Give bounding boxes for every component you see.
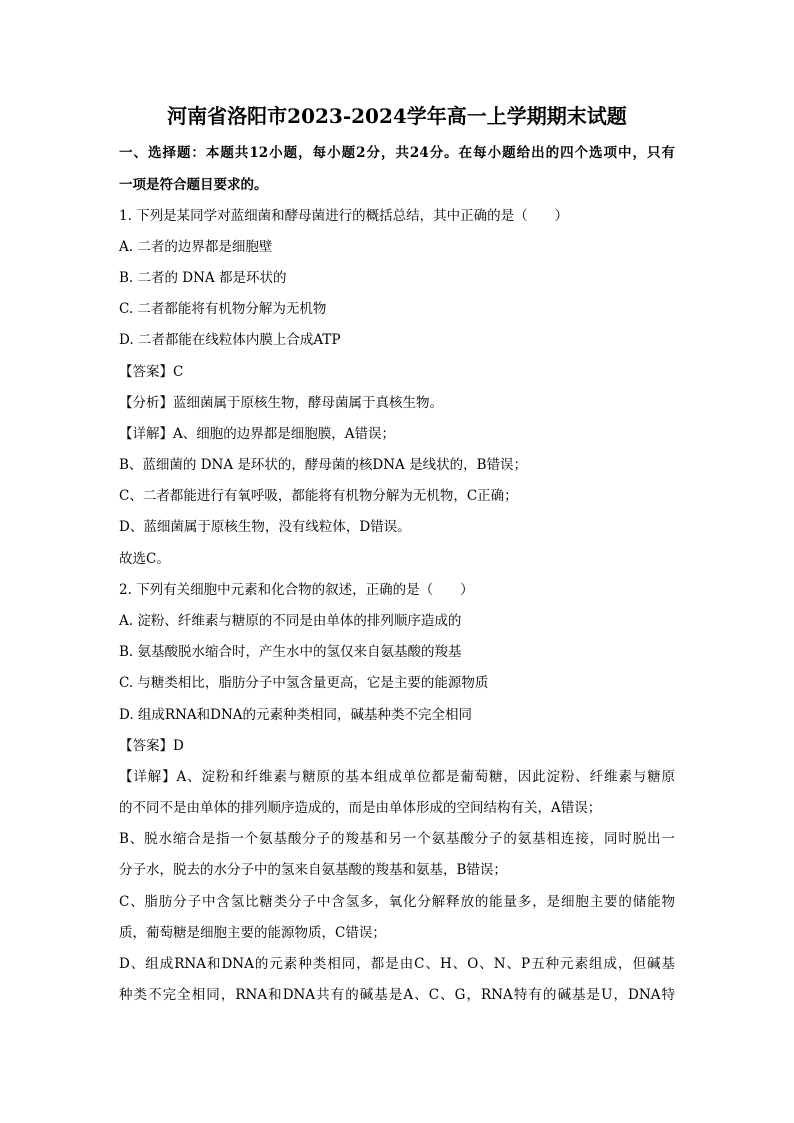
page-title: 河南省洛阳市2023-2024学年高一上学期期末试题 [167, 104, 627, 128]
question-2-detail-line-6: 质，葡萄糖是细胞主要的能源物质，C错误； [119, 925, 386, 941]
question-1-option-b: B. 二者的 DNA 都是环状的 [119, 270, 287, 286]
question-2-stem: 2. 下列有关细胞中元素和化合物的叙述，正确的是（ ） [119, 582, 474, 598]
question-1-detail-1: 【详解】A、细胞的边界都是细胞膜，A错误； [119, 426, 395, 442]
question-2-detail-line-4: 分子水，脱去的水分子中的氢来自氨基酸的羧基和氨基，B错误； [119, 862, 507, 878]
question-1-option-a: A. 二者的边界都是细胞壁 [119, 239, 273, 255]
question-2-detail-line-7: D、组成RNA和DNA的元素种类相同，都是由C、H、O、N、P五种元素组成，但碱基 [119, 956, 675, 972]
question-1-answer: 【答案】C [119, 364, 184, 380]
question-2-detail-line-1: 【详解】A、淀粉和纤维素与糖原的基本组成单位都是葡萄糖，因此淀粉、纤维素与糖原 [119, 769, 675, 785]
question-2-detail-line-5: C、脂肪分子中含氢比糖类分子中含氢多，氧化分解释放的能量多，是细胞主要的储能物 [119, 894, 675, 910]
question-2-option-c: C. 与糖类相比，脂肪分子中氢含量更高，它是主要的能源物质 [119, 675, 489, 691]
question-2-detail-line-8: 种类不完全相同，RNA和DNA共有的碱基是A、C、G，RNA特有的碱基是U，DNA特 [119, 987, 675, 1003]
section-header-line-2: 一项是符合题目要求的。 [119, 177, 268, 193]
question-1-option-d: D. 二者都能在线粒体内膜上合成ATP [119, 332, 341, 348]
question-1-detail-4: D、蓝细菌属于原核生物，没有线粒体，D错误。 [119, 519, 411, 535]
question-1-detail-2: B、蓝细菌的 DNA 是环状的，酵母菌的核DNA 是线状的，B错误； [119, 457, 527, 473]
question-1-stem: 1. 下列是某同学对蓝细菌和酵母菌进行的概括总结，其中正确的是（ ） [119, 208, 569, 224]
question-1-conclusion: 故选C。 [119, 551, 170, 567]
question-2-option-b: B. 氨基酸脱水缩合时，产生水中的氢仅来自氨基酸的羧基 [119, 644, 462, 660]
question-1-detail-3: C、二者都能进行有氧呼吸，都能将有机物分解为无机物，C正确； [119, 488, 518, 504]
question-2-option-a: A. 淀粉、纤维素与糖原的不同是由单体的排列顺序造成的 [119, 613, 462, 629]
question-2-detail-line-2: 的不同不是由单体的排列顺序造成的，而是由单体形成的空间结构有关，A错误； [119, 800, 602, 816]
section-header-line-1: 一、选择题：本题共12小题，每小题2分，共24分。在每小题给出的四个选项中，只有 [119, 145, 675, 161]
question-2-answer: 【答案】D [119, 738, 184, 754]
question-1-analysis: 【分析】蓝细菌属于原核生物，酵母菌属于真核生物。 [119, 395, 443, 411]
question-2-option-d: D. 组成RNA和DNA的元素种类相同，碱基种类不完全相同 [119, 707, 473, 723]
question-2-detail-line-3: B、脱水缩合是指一个氨基酸分子的羧基和另一个氨基酸分子的氨基相连接，同时脱出一 [119, 831, 675, 847]
question-1-option-c: C. 二者都能将有机物分解为无机物 [119, 301, 327, 317]
